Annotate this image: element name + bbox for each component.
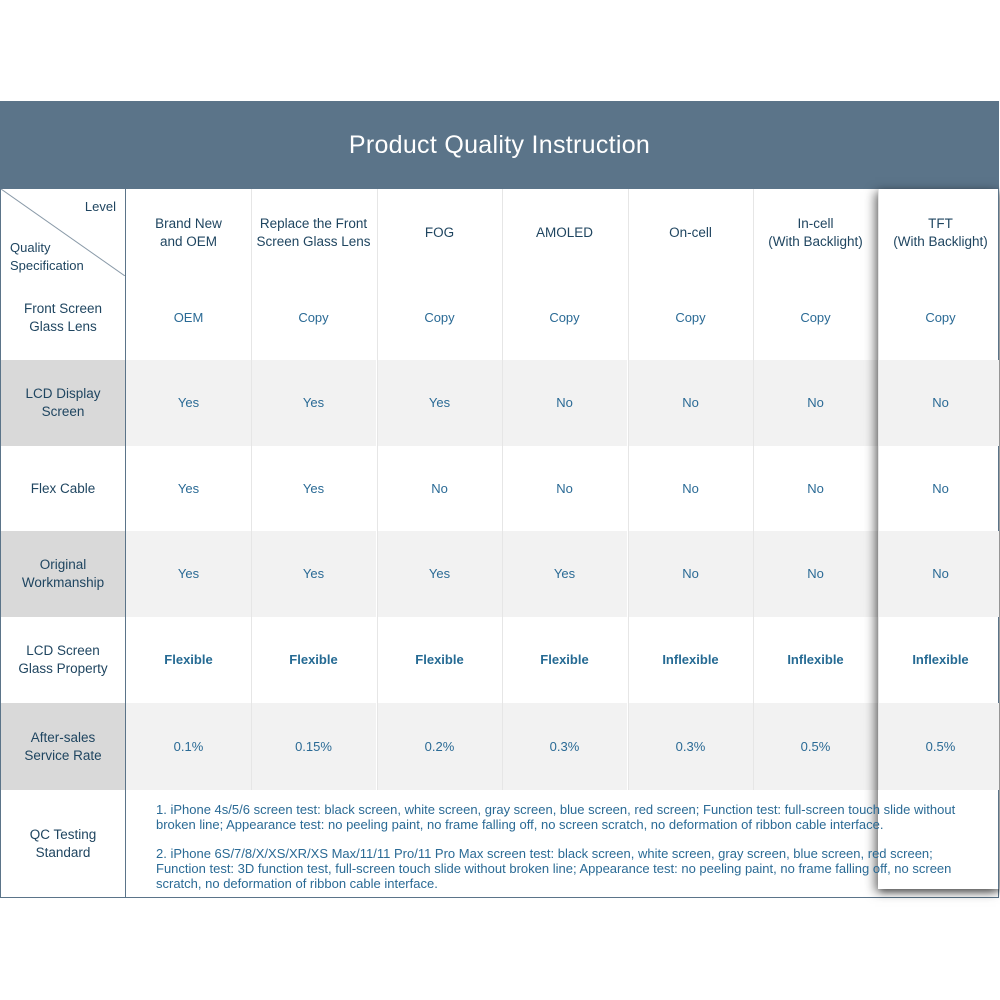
table-cell: No bbox=[502, 360, 627, 446]
table-cell: Flexible bbox=[540, 652, 589, 667]
table-cell: Flexible bbox=[415, 652, 464, 667]
table-cell: Flexible bbox=[289, 652, 338, 667]
table-cell: Flexible bbox=[164, 652, 213, 667]
column-header: TFT (With Backlight) bbox=[893, 215, 988, 249]
table-cell: No bbox=[628, 360, 753, 446]
column-divider bbox=[628, 189, 629, 790]
table-cell: Copy bbox=[675, 310, 706, 325]
column-header: Brand New and OEM bbox=[155, 215, 222, 249]
table-cell: 0.3% bbox=[502, 703, 627, 790]
table-cell: Yes bbox=[251, 360, 376, 446]
row-label: Front Screen Glass Lens bbox=[23, 301, 103, 334]
table-cell: No bbox=[753, 531, 878, 617]
table-cell: Yes bbox=[302, 480, 325, 496]
table-cell: No bbox=[431, 480, 448, 496]
quality-specification-label: Quality Specification bbox=[10, 240, 84, 273]
column-header: AMOLED bbox=[535, 224, 593, 240]
label-column-divider bbox=[125, 189, 126, 898]
table-cell: No bbox=[682, 480, 699, 496]
table-cell: Inflexible bbox=[787, 652, 844, 667]
column-header: FOG bbox=[424, 224, 455, 240]
table-cell: Yes bbox=[126, 531, 251, 617]
table-cell: OEM bbox=[173, 310, 204, 325]
table-cell: 0.15% bbox=[251, 703, 376, 790]
table-title: Product Quality Instruction bbox=[1, 102, 998, 189]
row-label: LCD Screen Glass Property bbox=[18, 643, 108, 676]
table-cell: No bbox=[807, 480, 824, 496]
qc-standard-text bbox=[156, 802, 966, 905]
table-cell: 0.5% bbox=[878, 703, 1000, 790]
table-cell: Yes bbox=[377, 360, 502, 446]
table-cell: No bbox=[932, 480, 949, 496]
corner-header-cell bbox=[1, 189, 125, 276]
row-label: Flex Cable bbox=[30, 480, 96, 496]
table-cell: Copy bbox=[800, 310, 831, 325]
table-cell: 0.5% bbox=[753, 703, 878, 790]
quality-table bbox=[0, 101, 999, 898]
qc-paragraph: 2. iPhone 6S/7/8/X/XS/XR/XS Max/11/11 Pro/11 Pro Max screen test: black screen, white screen, gray screen, blue screen, red screen; Function test: 3D function test, full-screen touch slide without broken line; Appearance test: no peeling paint, no frame falling off, no screen scratch, no deformation of ribbon cable interface. bbox=[156, 846, 952, 891]
column-header: On-cell bbox=[669, 224, 712, 240]
column-divider bbox=[878, 189, 879, 790]
qc-standard-label: QC Testing Standard bbox=[29, 827, 97, 860]
table-cell: 0.3% bbox=[628, 703, 753, 790]
table-cell: No bbox=[878, 531, 1000, 617]
table-cell: No bbox=[753, 360, 878, 446]
table-cell: Yes bbox=[377, 531, 502, 617]
table-cell: 0.2% bbox=[377, 703, 502, 790]
table-cell: Inflexible bbox=[662, 652, 719, 667]
table-cell: Copy bbox=[925, 310, 956, 325]
table-cell: 0.1% bbox=[126, 703, 251, 790]
table-cell: Yes bbox=[126, 360, 251, 446]
table-cell: Copy bbox=[298, 310, 329, 325]
table-cell: Yes bbox=[177, 480, 200, 496]
qc-paragraph: 1. iPhone 4s/5/6 screen test: black screen, white screen, gray screen, blue screen, red screen; Function test: full-screen touch slide without broken line; Appearance test: no peeling paint, no frame falling off, no screen scratch, no deformation of ribbon cable interface. bbox=[156, 802, 956, 832]
table-cell: No bbox=[878, 360, 1000, 446]
table-cell: Yes bbox=[251, 531, 376, 617]
row-label: After-sales Service Rate bbox=[1, 703, 125, 790]
table-cell: Copy bbox=[424, 310, 455, 325]
table-cell: Copy bbox=[549, 310, 580, 325]
column-divider bbox=[377, 189, 378, 790]
table-cell: Yes bbox=[502, 531, 627, 617]
column-header: In-cell (With Backlight) bbox=[768, 215, 863, 249]
table-cell: Inflexible bbox=[912, 652, 969, 667]
column-divider bbox=[251, 189, 252, 790]
column-header: Replace the Front Screen Glass Lens bbox=[256, 215, 371, 249]
table-cell: No bbox=[628, 531, 753, 617]
column-divider bbox=[753, 189, 754, 790]
column-divider bbox=[502, 189, 503, 790]
level-label: Level bbox=[84, 199, 116, 214]
table-cell: No bbox=[556, 480, 573, 496]
row-label: LCD Display Screen bbox=[1, 360, 125, 446]
row-label: Original Workmanship bbox=[1, 531, 125, 617]
